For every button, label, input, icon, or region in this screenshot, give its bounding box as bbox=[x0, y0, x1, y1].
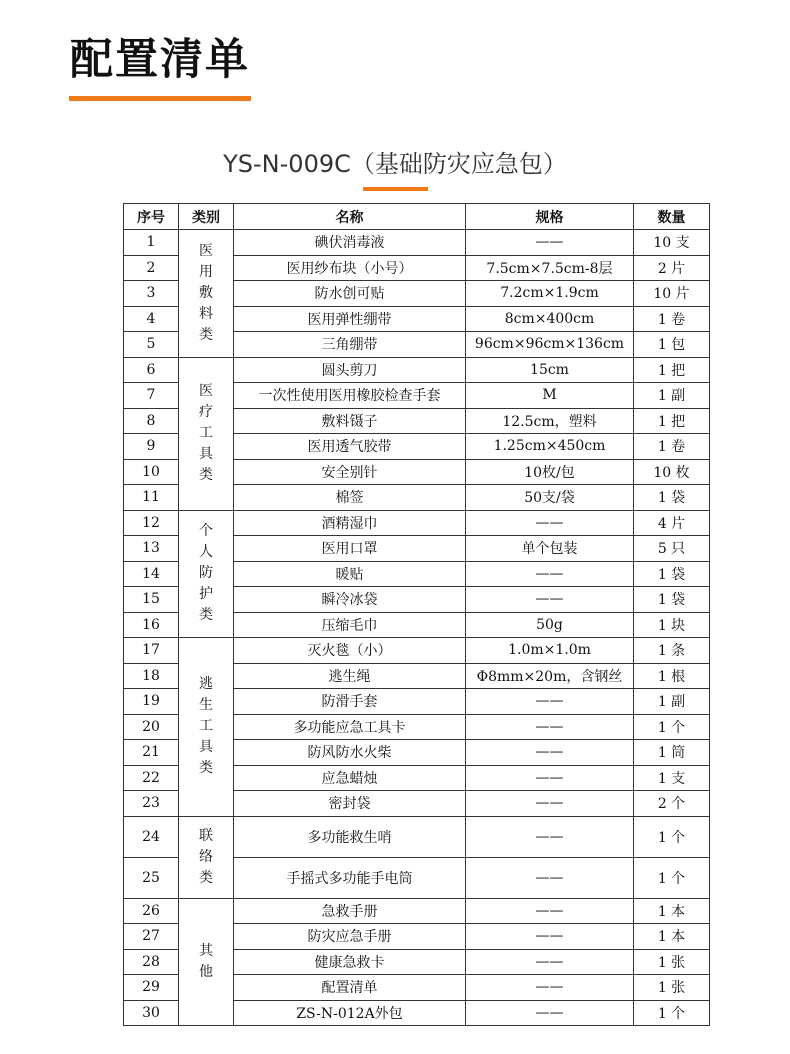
item-number: 21 bbox=[124, 740, 179, 766]
item-number: 27 bbox=[124, 924, 179, 950]
item-number: 14 bbox=[124, 561, 179, 587]
item-name: 防风防水火柴 bbox=[234, 740, 466, 766]
item-quantity: 1 个 bbox=[634, 1000, 710, 1026]
item-name: 医用口罩 bbox=[234, 536, 466, 562]
item-number: 18 bbox=[124, 663, 179, 689]
table-header-row bbox=[124, 204, 710, 230]
table-row bbox=[124, 816, 710, 857]
item-quantity: 10 支 bbox=[634, 230, 710, 256]
item-number: 7 bbox=[124, 383, 179, 409]
category-cell bbox=[179, 898, 234, 1026]
item-number: 25 bbox=[124, 857, 179, 898]
page-title: 配置清单 bbox=[70, 35, 250, 85]
table-row bbox=[124, 357, 710, 383]
item-quantity: 10 枚 bbox=[634, 459, 710, 485]
item-name: 酒精湿巾 bbox=[234, 510, 466, 536]
item-quantity: 1 把 bbox=[634, 357, 710, 383]
category-label: 其他 bbox=[199, 942, 213, 980]
item-number: 13 bbox=[124, 536, 179, 562]
item-number: 10 bbox=[124, 459, 179, 485]
item-name: ZS-N-012A外包 bbox=[234, 1000, 466, 1026]
item-quantity: 10 片 bbox=[634, 281, 710, 307]
item-quantity: 1 卷 bbox=[634, 434, 710, 460]
item-quantity: 1 支 bbox=[634, 765, 710, 791]
header-name: 名称 bbox=[234, 204, 466, 230]
item-spec: 50支/袋 bbox=[466, 485, 634, 511]
item-spec: —— bbox=[466, 714, 634, 740]
item-name: 医用透气胶带 bbox=[234, 434, 466, 460]
item-quantity: 2 片 bbox=[634, 255, 710, 281]
item-name: 多功能救生哨 bbox=[234, 816, 466, 857]
category-label: 医用敷料类 bbox=[199, 242, 213, 343]
item-name: 配置清单 bbox=[234, 975, 466, 1001]
item-quantity: 1 袋 bbox=[634, 485, 710, 511]
item-spec: —— bbox=[466, 1000, 634, 1026]
item-spec: —— bbox=[466, 765, 634, 791]
item-quantity: 1 筒 bbox=[634, 740, 710, 766]
category-cell bbox=[179, 638, 234, 817]
category-cell bbox=[179, 510, 234, 638]
item-number: 11 bbox=[124, 485, 179, 511]
header-quantity: 数量 bbox=[634, 204, 710, 230]
item-spec: 7.2cm×1.9cm bbox=[466, 281, 634, 307]
item-name: 暖贴 bbox=[234, 561, 466, 587]
category-label: 个人防护类 bbox=[199, 523, 213, 624]
category-cell bbox=[179, 357, 234, 510]
item-quantity: 1 条 bbox=[634, 638, 710, 664]
item-quantity: 1 袋 bbox=[634, 587, 710, 613]
item-name: 碘伏消毒液 bbox=[234, 230, 466, 256]
item-name: 敷料镊子 bbox=[234, 408, 466, 434]
item-number: 29 bbox=[124, 975, 179, 1001]
kit-subtitle: YS-N-009C（基础防灾应急包） bbox=[223, 150, 567, 178]
item-name: 应急蜡烛 bbox=[234, 765, 466, 791]
item-number: 24 bbox=[124, 816, 179, 857]
header-number: 序号 bbox=[124, 204, 179, 230]
item-quantity: 1 个 bbox=[634, 857, 710, 898]
item-name: 急救手册 bbox=[234, 898, 466, 924]
item-name: 密封袋 bbox=[234, 791, 466, 817]
item-spec: —— bbox=[466, 587, 634, 613]
item-spec: 7.5cm×7.5cm-8层 bbox=[466, 255, 634, 281]
item-spec: 8cm×400cm bbox=[466, 306, 634, 332]
item-quantity: 1 包 bbox=[634, 332, 710, 358]
item-name: 健康急救卡 bbox=[234, 949, 466, 975]
item-spec: 15cm bbox=[466, 357, 634, 383]
item-spec: 单个包装 bbox=[466, 536, 634, 562]
item-quantity: 1 张 bbox=[634, 949, 710, 975]
item-name: 三角绷带 bbox=[234, 332, 466, 358]
item-name: 逃生绳 bbox=[234, 663, 466, 689]
table-row bbox=[124, 230, 710, 256]
table-row bbox=[124, 898, 710, 924]
item-number: 17 bbox=[124, 638, 179, 664]
item-spec: 1.25cm×450cm bbox=[466, 434, 634, 460]
item-number: 22 bbox=[124, 765, 179, 791]
item-spec: 10枚/包 bbox=[466, 459, 634, 485]
title-underline bbox=[69, 96, 251, 101]
category-label: 逃生工具类 bbox=[199, 676, 213, 777]
item-name: 安全别针 bbox=[234, 459, 466, 485]
table-row bbox=[124, 510, 710, 536]
item-spec: —— bbox=[466, 816, 634, 857]
item-number: 2 bbox=[124, 255, 179, 281]
item-number: 12 bbox=[124, 510, 179, 536]
item-number: 30 bbox=[124, 1000, 179, 1026]
subtitle-underline bbox=[363, 187, 428, 191]
item-spec: —— bbox=[466, 561, 634, 587]
item-spec: 96cm×96cm×136cm bbox=[466, 332, 634, 358]
item-quantity: 1 块 bbox=[634, 612, 710, 638]
item-number: 16 bbox=[124, 612, 179, 638]
item-name: 防灾应急手册 bbox=[234, 924, 466, 950]
item-name: 防滑手套 bbox=[234, 689, 466, 715]
item-spec: —— bbox=[466, 924, 634, 950]
item-spec: —— bbox=[466, 975, 634, 1001]
item-quantity: 1 卷 bbox=[634, 306, 710, 332]
item-spec: —— bbox=[466, 230, 634, 256]
item-quantity: 5 只 bbox=[634, 536, 710, 562]
item-name: 手摇式多功能手电筒 bbox=[234, 857, 466, 898]
item-spec: —— bbox=[466, 791, 634, 817]
item-number: 3 bbox=[124, 281, 179, 307]
item-spec: 50g bbox=[466, 612, 634, 638]
item-spec: —— bbox=[466, 510, 634, 536]
item-name: 瞬冷冰袋 bbox=[234, 587, 466, 613]
item-spec: 12.5cm，塑料 bbox=[466, 408, 634, 434]
header-category: 类别 bbox=[179, 204, 234, 230]
category-label: 联络类 bbox=[199, 827, 213, 886]
item-quantity: 1 本 bbox=[634, 898, 710, 924]
item-number: 4 bbox=[124, 306, 179, 332]
header-spec: 规格 bbox=[466, 204, 634, 230]
item-spec: —— bbox=[466, 898, 634, 924]
item-number: 8 bbox=[124, 408, 179, 434]
item-number: 15 bbox=[124, 587, 179, 613]
item-quantity: 1 张 bbox=[634, 975, 710, 1001]
category-cell bbox=[179, 816, 234, 898]
item-number: 1 bbox=[124, 230, 179, 256]
item-quantity: 4 片 bbox=[634, 510, 710, 536]
item-spec: —— bbox=[466, 857, 634, 898]
config-table bbox=[123, 203, 710, 1026]
item-number: 19 bbox=[124, 689, 179, 715]
item-spec: —— bbox=[466, 689, 634, 715]
item-name: 医用纱布块（小号） bbox=[234, 255, 466, 281]
category-cell bbox=[179, 230, 234, 358]
item-name: 灭火毯（小） bbox=[234, 638, 466, 664]
item-number: 6 bbox=[124, 357, 179, 383]
item-name: 防水创可贴 bbox=[234, 281, 466, 307]
item-spec: —— bbox=[466, 740, 634, 766]
item-number: 26 bbox=[124, 898, 179, 924]
item-spec: —— bbox=[466, 949, 634, 975]
item-quantity: 1 袋 bbox=[634, 561, 710, 587]
item-number: 5 bbox=[124, 332, 179, 358]
table-row bbox=[124, 638, 710, 664]
item-name: 医用弹性绷带 bbox=[234, 306, 466, 332]
item-quantity: 1 个 bbox=[634, 714, 710, 740]
item-spec: Φ8mm×20m，含钢丝 bbox=[466, 663, 634, 689]
category-label: 医疗工具类 bbox=[199, 383, 213, 483]
item-spec: M bbox=[466, 383, 634, 409]
item-quantity: 2 个 bbox=[634, 791, 710, 817]
item-name: 多功能应急工具卡 bbox=[234, 714, 466, 740]
item-quantity: 1 副 bbox=[634, 689, 710, 715]
item-quantity: 1 根 bbox=[634, 663, 710, 689]
item-name: 压缩毛巾 bbox=[234, 612, 466, 638]
item-name: 圆头剪刀 bbox=[234, 357, 466, 383]
item-number: 20 bbox=[124, 714, 179, 740]
item-quantity: 1 本 bbox=[634, 924, 710, 950]
item-name: 棉签 bbox=[234, 485, 466, 511]
item-number: 23 bbox=[124, 791, 179, 817]
item-quantity: 1 个 bbox=[634, 816, 710, 857]
item-number: 28 bbox=[124, 949, 179, 975]
item-name: 一次性使用医用橡胶检查手套 bbox=[234, 383, 466, 409]
item-quantity: 1 副 bbox=[634, 383, 710, 409]
item-quantity: 1 把 bbox=[634, 408, 710, 434]
item-number: 9 bbox=[124, 434, 179, 460]
item-spec: 1.0m×1.0m bbox=[466, 638, 634, 664]
